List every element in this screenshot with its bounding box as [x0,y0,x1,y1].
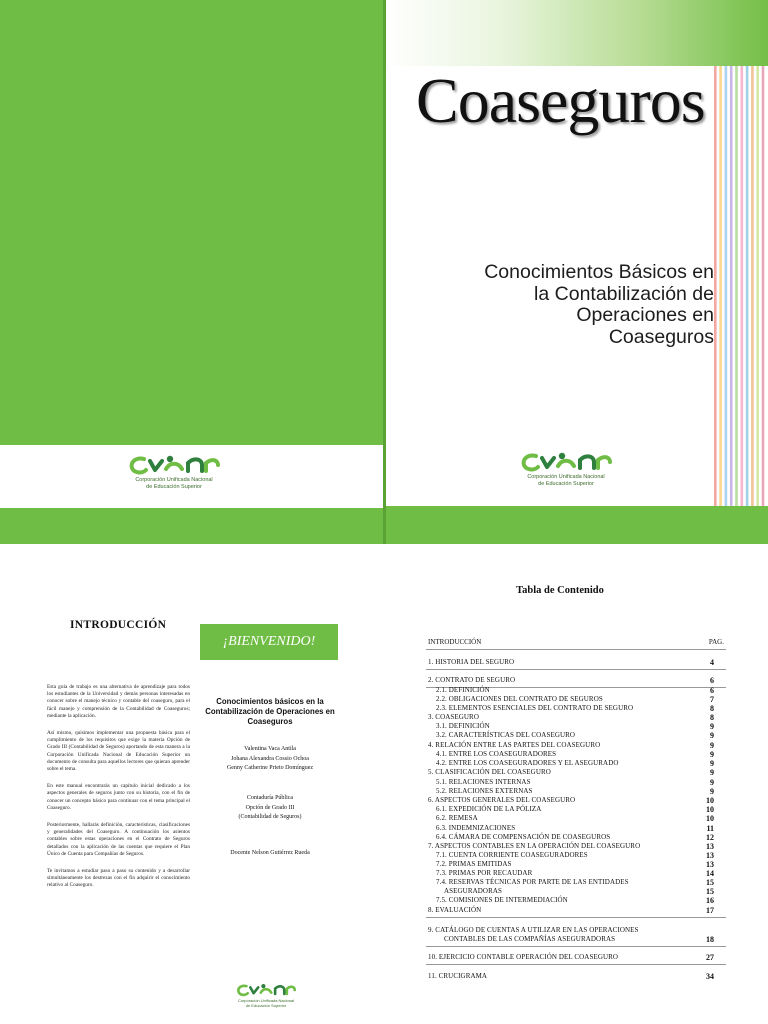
subtitle-line-4: Coaseguros [608,325,714,348]
toc-entry-page: 10 [706,814,714,823]
toc-entry-label: 4.2. ENTRE LOS COASEGURADORES Y EL ASEGURADO [436,759,619,767]
front-cover-bottom-band [386,506,768,544]
cun-logo-icon [128,453,220,477]
author-name: Genny Catherine Prieto Domínguez [226,765,314,771]
toc-entry-label: 8. EVALUACIÓN [428,906,482,914]
toc-divider [426,917,726,918]
color-stripe [735,66,738,506]
toc-entry-label: 2.1. DEFINICIÓN [436,686,490,694]
toc-entry-page: 4 [710,658,714,667]
teacher-name: Docente Nelson Gutiérrez Rueda [230,850,310,856]
intro-body [47,684,190,900]
color-stripe [725,66,728,506]
program-info [196,794,344,823]
cun-logo-icon [520,450,612,474]
toc-entry-page: 9 [710,787,714,796]
intro-paragraph: Así mismo, quisimos implementar una propuesta básica para el cumplimiento de los requisitos que exige la materia Opción de Grado III (Contabilidad de Seguros) aportando de esta manera a la Corporación Unificada Nacional de Educación Superior un documento de consulta para aquellos lectores que quieran aprender sobre el tema. [47,730,190,773]
toc-entry-page: 13 [706,851,714,860]
toc-entry-page: 17 [706,906,714,915]
toc-entry-page: 18 [706,935,714,944]
cover-title: Coaseguros [416,65,705,136]
toc-entry-label: 2.2. OBLIGACIONES DEL CONTRATO DE SEGUROS [436,695,603,703]
subtitle-line-1: Conocimientos Básicos en [484,261,714,283]
toc-entry-label: 3.2. CARACTERÍSTICAS DEL COASEGURO [436,731,576,739]
color-stripe [756,66,759,506]
logo-line-1: Corporación Unificada Nacional [135,477,213,483]
subtitle-line-2: la Contabilización de [534,282,714,305]
toc-title: Tabla de Contenido [516,585,604,596]
cun-logo-front [520,450,620,488]
toc-entry-label: 7. ASPECTOS CONTABLES EN LA OPERACIÓN DEL COASEGURO [428,842,641,850]
toc-entry-page: 9 [710,759,714,768]
intro-paragraph: Te invitamos a estudiar paso a paso su contenido y a desarrollar simultáneamente los destrezas con el fin adquirir el conocimiento relativo al Coaseguro. [47,868,190,889]
author-name: Valentina Vaca Antila [244,746,296,752]
toc-entry-label: 6.3. INDEMNIZACIONES [436,824,516,832]
toc-entry-page: 6 [710,686,714,695]
toc-entry-page: 27 [706,953,714,962]
program-line: (Contabilidad de Seguros) [238,814,302,820]
program-line: Contaduría Pública [246,795,294,801]
toc-entry-label: 7.4. RESERVAS TÉCNICAS POR PARTE DE LAS ENTIDADES [436,878,629,886]
toc-entry-label: 11. CRUCIGRAMA [428,972,488,980]
toc-entry-page: 13 [706,860,714,869]
toc-entry-label: 9. CATÁLOGO DE CUENTAS A UTILIZAR EN LAS OPERACIONES [428,926,639,934]
intro-paragraph: En este manual encontrarás un capítulo inicial dedicado a los aspectos generales de seguros junto con su historia, con el fin de conocer un concepto básico para continuar con el tema principal el Coaseguro. [47,783,190,811]
toc-entry-label: 5.2. RELACIONES EXTERNAS [436,787,533,795]
toc-entry-page: 13 [706,842,714,851]
toc-entry-page: 9 [710,741,714,750]
cun-logo-icon [236,982,296,998]
toc-entry-page: 14 [706,869,714,878]
toc-entry-page: 11 [706,824,714,833]
toc-divider [426,649,726,650]
toc-entry-label: ASEGURADORAS [444,887,502,895]
back-cover-logo-band [0,445,384,508]
intro-paragraph: Posteriormente, hallarás definición, características, clasificaciones y generalidades del Coaseguro. A continuación los asientos contables sobre estas operaciones en el Contrato de Seguros detallados con la aplicación de las cuentas que requiere el Plan Único de Cuenta para Compañías de Seguros. [47,822,190,857]
toc-entry-page: 10 [706,796,714,805]
author-name: Johana Alexandra Cossio Ochoa [231,755,309,762]
toc-entry-page: 9 [710,722,714,731]
toc-column-section: INTRODUCCIÓN [428,638,482,646]
cun-logo-caption [236,998,296,1008]
program-line: Opción de Grado III [245,804,295,811]
toc-entry-label: 1. HISTORIA DEL SEGURO [428,658,515,666]
toc-entry-label: 3.1. DEFINICIÓN [436,722,490,730]
toc-entry-label: 6.1. EXPEDICIÓN DE LA PÓLIZA [436,805,542,813]
toc-entry-page: 6 [710,676,714,685]
toc-entry-label: 5. CLASIFICACIÓN DEL COASEGURO [428,768,551,776]
toc-entry-page: 10 [706,805,714,814]
cun-logo-caption [520,474,612,488]
inner-title: Conocimientos básicos en la Contabilización de Operaciones en Coaseguros [205,697,335,726]
cun-logo-back [128,453,228,491]
toc-entry-label: CONTABLES DE LAS COMPAÑÍAS ASEGURADORAS [444,935,616,943]
toc-entry-label: 2.3. ELEMENTOS ESENCIALES DEL CONTRATO DE SEGURO [436,704,634,712]
color-stripe [741,66,744,506]
logo-line-2: de Educación Superior [146,484,202,490]
toc-divider [426,946,726,947]
back-cover-bottom-band [0,508,384,544]
logo-line-1: Corporación Unificada Nacional [237,998,295,1003]
toc-entry-label: 4.1. ENTRE LOS COASEGURADORES [436,750,557,758]
welcome-banner: ¡BIENVENIDO! [200,624,338,660]
intro-heading: INTRODUCCIÓN [70,619,167,631]
cun-logo-caption [128,477,220,491]
toc-entry-label: 10. EJERCICIO CONTABLE OPERACIÓN DEL COASEGURO [428,953,619,961]
toc-entry-label: 6. ASPECTOS GENERALES DEL COASEGURO [428,796,576,804]
color-stripe [719,66,722,506]
logo-line-2: de Educación Superior [538,481,594,487]
toc-entry-label: 3. COASEGURO [428,713,479,721]
toc-entry-page: 15 [706,878,714,887]
logo-line-2: de Educación Superior [245,1003,287,1008]
color-stripe [730,66,733,506]
cun-logo-inner [236,982,336,1008]
toc-entry-label: 7.2. PRIMAS EMITIDAS [436,860,512,868]
back-cover-green-panel [0,0,384,445]
toc-entry-page: 9 [710,778,714,787]
logo-line-1: Corporación Unificada Nacional [527,474,605,480]
toc-entry-page: 15 [706,887,714,896]
toc-entry-page: 34 [706,972,714,981]
front-cover [386,0,768,544]
toc-entry-label: 4. RELACIÓN ENTRE LAS PARTES DEL COASEGURO [428,741,601,749]
toc-entry-page: 12 [706,833,714,842]
color-stripe [762,66,765,506]
color-stripe [714,66,717,506]
toc-entry-label: 7.3. PRIMAS POR RECAUDAR [436,869,533,877]
toc-column-page: PAG. [708,638,724,646]
toc-divider [426,669,726,670]
toc-divider [426,964,726,965]
toc-entry-page: 9 [710,750,714,759]
toc-entry-page: 7 [710,695,714,704]
toc-entry-page: 9 [710,731,714,740]
toc-entry-page: 9 [710,768,714,777]
color-stripes [712,66,768,506]
toc-entry-page: 8 [710,704,714,713]
toc-entry-label: 5.1. RELACIONES INTERNAS [436,778,531,786]
color-stripe [746,66,749,506]
toc-entry-label: 6.2. REMESA [436,814,478,822]
toc-entry-label: 2. CONTRATO DE SEGURO [428,676,516,684]
toc-entry-label: 7.5. COMISIONES DE INTERMEDIACIÓN [436,896,568,904]
subtitle-line-3: Operaciones en [576,304,714,326]
toc-entry-label: 6.4. CÁMARA DE COMPENSACIÓN DE COASEGUROS [436,833,611,841]
authors [196,745,344,774]
front-cover-gradient-band [386,0,768,66]
color-stripe [751,66,754,506]
intro-paragraph: Esta guía de trabajo es una alternativa de aprendizaje para todos los estudiantes de la Universidad y demás personas interesadas en conocer sobre el manejo técnico y contable del coaseguro, para el fácil manejo y comprensión de la Contabilidad de Coaseguros; mediante la aplicación. [47,684,190,719]
toc-entry-label: 7.1. CUENTA CORRIENTE COASEGURADORES [436,851,588,859]
toc-entry-page: 8 [710,713,714,722]
cover-subtitle [426,262,714,348]
toc-entry-page: 16 [706,896,714,905]
